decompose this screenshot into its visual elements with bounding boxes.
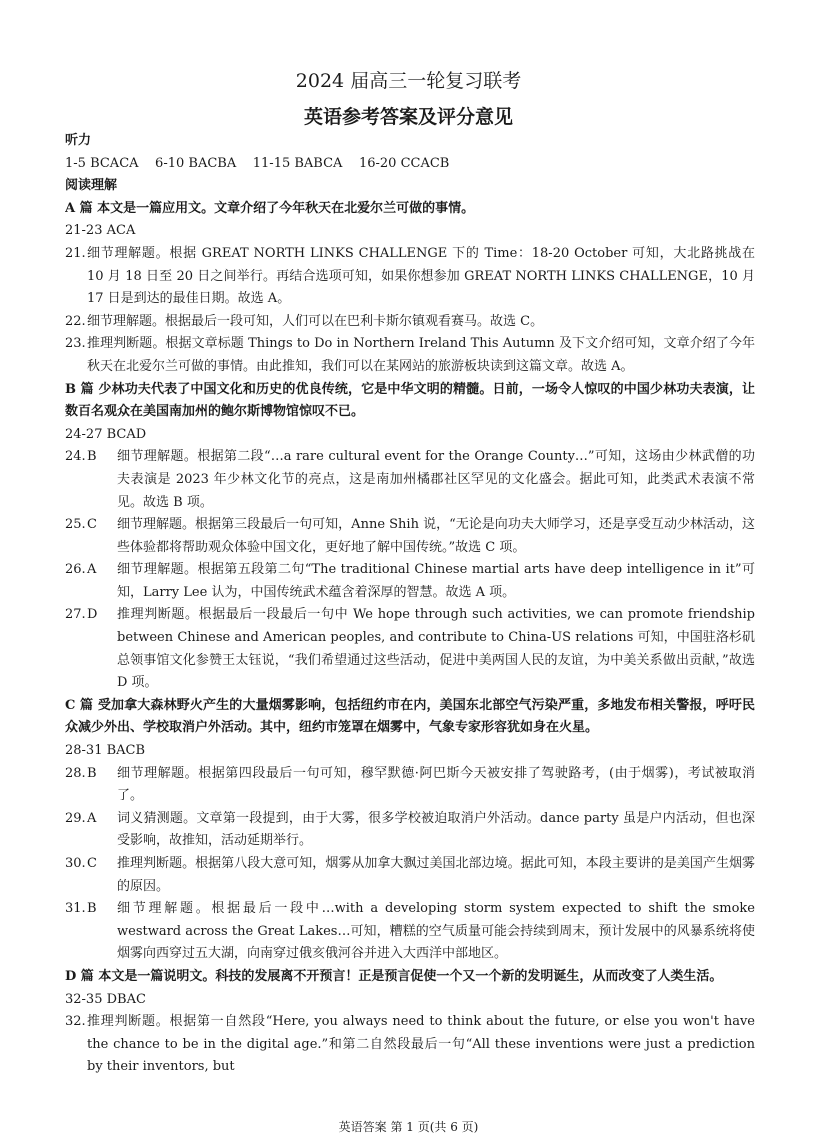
- section-b-answers: 24-27 BCAD: [65, 426, 147, 442]
- question-explanation: 细节理解题。根据第三段最后一句可知，Anne Shih 说，“无论是向功夫大师学习，还是享受互动少林活动，这些体验都将帮助观众体验中国文化，更好地了解中国传统。”故选 C 项。: [117, 517, 755, 555]
- question-answer: A: [87, 562, 97, 578]
- question-number: 23.: [65, 336, 86, 352]
- question-number: 22.: [65, 313, 86, 329]
- question-answer: B: [87, 449, 97, 465]
- question-29: [65, 808, 755, 853]
- question-explanation: 词义猜测题。文章第一段提到，由于大雾，很多学校被迫取消户外活动。dance party 虽是户内活动，但也深受影响，故推知，活动延期举行。: [117, 810, 755, 849]
- question-22: [65, 311, 755, 334]
- section-d-answers: 32-35 DBAC: [65, 991, 146, 1007]
- section-a-answers: 21-23 ACA: [65, 223, 136, 239]
- question-number: 27.: [65, 607, 86, 623]
- question-27: [65, 604, 755, 694]
- question-number: 25.: [65, 517, 86, 533]
- answer-key-title: 英语参考答案及评分意见: [303, 106, 513, 128]
- listening-answers: 1-5 BCACA 6-10 BACBA 11-15 BABCA 16-20 CCACB: [65, 155, 450, 171]
- question-answer: B: [87, 765, 97, 781]
- question-31: [65, 898, 755, 966]
- question-number: 32.: [65, 1014, 86, 1030]
- question-explanation: 细节理解题。根据第四段最后一句可知，穆罕默德·阿巴斯今天被安排了驾驶路考，(由于烟雾)，考试被取消了。: [117, 765, 755, 804]
- question-answer: A: [87, 810, 97, 826]
- section-c-intro: C 篇 受加拿大森林野火产生的大量烟雾影响，包括纽约市在内，美国东北部空气污染严重，多地发布相关警报，呼吁民众减少外出、学校取消户外活动。其中，纽约市笼罩在烟雾中，气象专家形容犹如身在火星。: [65, 697, 755, 736]
- page-footer: 英语答案 第 1 页(共 6 页): [338, 1120, 479, 1134]
- question-explanation: 细节理解题。根据 GREAT NORTH LINKS CHALLENGE 下的 Time：18-20 October 可知，大北路挑战在 10 月 18 日至 20 日之间举行。再结合选项可知，如果你想参加 GREAT NORTH LINKS CHALLENGE，10 月 17 日是到达的最佳日期。故选 A。: [87, 245, 755, 307]
- question-number: 29.: [65, 810, 86, 826]
- question-explanation: 细节理解题。根据第五段第二句“The traditional Chinese martial arts have deep intelligence in it”可知，Larry Lee 认为，中国传统武术蕴含着深厚的智慧。故选 A 项。: [117, 562, 755, 600]
- question-number: 24.: [65, 449, 86, 465]
- section-a-intro: A 篇 本文是一篇应用文。文章介绍了今年秋天在北爱尔兰可做的事情。: [65, 200, 475, 216]
- question-answer: C: [87, 856, 97, 871]
- question-21: [65, 243, 755, 311]
- question-answer: D: [87, 607, 98, 623]
- listening-heading: 听力: [65, 133, 92, 148]
- question-number: 31.: [65, 901, 86, 917]
- reading-heading: 阅读理解: [65, 178, 118, 194]
- question-explanation: 推理判断题。根据文章标题 Things to Do in Northern Ireland This Autumn 及下文介绍可知，文章介绍了今年秋天在北爱尔兰可做的事情。由此推知，我们可以在某网站的旅游板块读到这篇文章。故选 A。: [87, 336, 755, 374]
- question-answer: C: [87, 517, 97, 533]
- question-answer: B: [87, 901, 97, 917]
- question-24: [65, 446, 755, 514]
- question-explanation: 推理判断题。根据第一自然段“Here, you always need to think about the future, or else you won't have the chance to be in the digital age.”和第二自然段最后一句“All these inventions were just a prediction by their inventors, but: [87, 1014, 755, 1075]
- question-23: [65, 333, 755, 378]
- question-26: [65, 559, 755, 604]
- question-30: [65, 853, 755, 898]
- section-d-intro: D 篇 本文是一篇说明文。科技的发展离不开预言！正是预言促使一个又一个新的发明诞生，从而改变了人类生活。: [65, 968, 723, 984]
- question-number: 28.: [65, 765, 86, 781]
- question-explanation: 推理判断题。根据最后一段最后一句中 We hope through such activities, we can promote friendship between Chinese and American peoples, and contribute to China-US relations 可知，中国驻洛杉矶总领事馆文化参赞王太钰说，“我们希望通过这些活动，促进中美两国人民的友谊，为中美关系做出贡献，”故选 D 项。: [117, 607, 755, 691]
- question-number: 26.: [65, 562, 86, 578]
- question-28: [65, 763, 755, 808]
- question-25: [65, 514, 755, 559]
- section-b-intro: B 篇 少林功夫代表了中国文化和历史的优良传统，它是中华文明的精髓。日前，一场令人惊叹的中国少林功夫表演，让数百名观众在美国南加州的鲍尔斯博物馆惊叹不已。: [65, 381, 755, 420]
- question-explanation: 推理判断题。根据第八段大意可知，烟雾从加拿大飘过美国北部边境。据此可知，本段主要讲的是美国产生烟雾的原因。: [117, 856, 755, 894]
- question-explanation: 细节理解题。根据第二段“…a rare cultural event for the Orange County…”可知，这场由少林武僧的功夫表演是 2023 年少林文化节的亮点，这是南加州橘郡社区罕见的文化盛会。据此可知，此类武术表演不常见。故选 B 项。: [117, 449, 755, 510]
- section-c-answers: 28-31 BACB: [65, 743, 146, 759]
- question-number: 30.: [65, 856, 86, 871]
- exam-title: 2024 届高三一轮复习联考: [295, 70, 522, 92]
- question-explanation: 细节理解题。根据最后一段可知，人们可以在巴利卡斯尔镇观看赛马。故选 C。: [87, 313, 544, 329]
- question-explanation: 细节理解题。根据最后一段中…with a developing storm system expected to shift the smoke westward across the Great Lakes…可知，糟糕的空气质量可能会持续到周末，预计发展中的风暴系统将使烟雾向西穿过五大湖，向南穿过俄亥俄河谷并进入大西洋中部地区。: [117, 901, 755, 962]
- content: [65, 130, 755, 1079]
- question-32: [65, 1011, 755, 1079]
- question-number: 21.: [65, 245, 86, 261]
